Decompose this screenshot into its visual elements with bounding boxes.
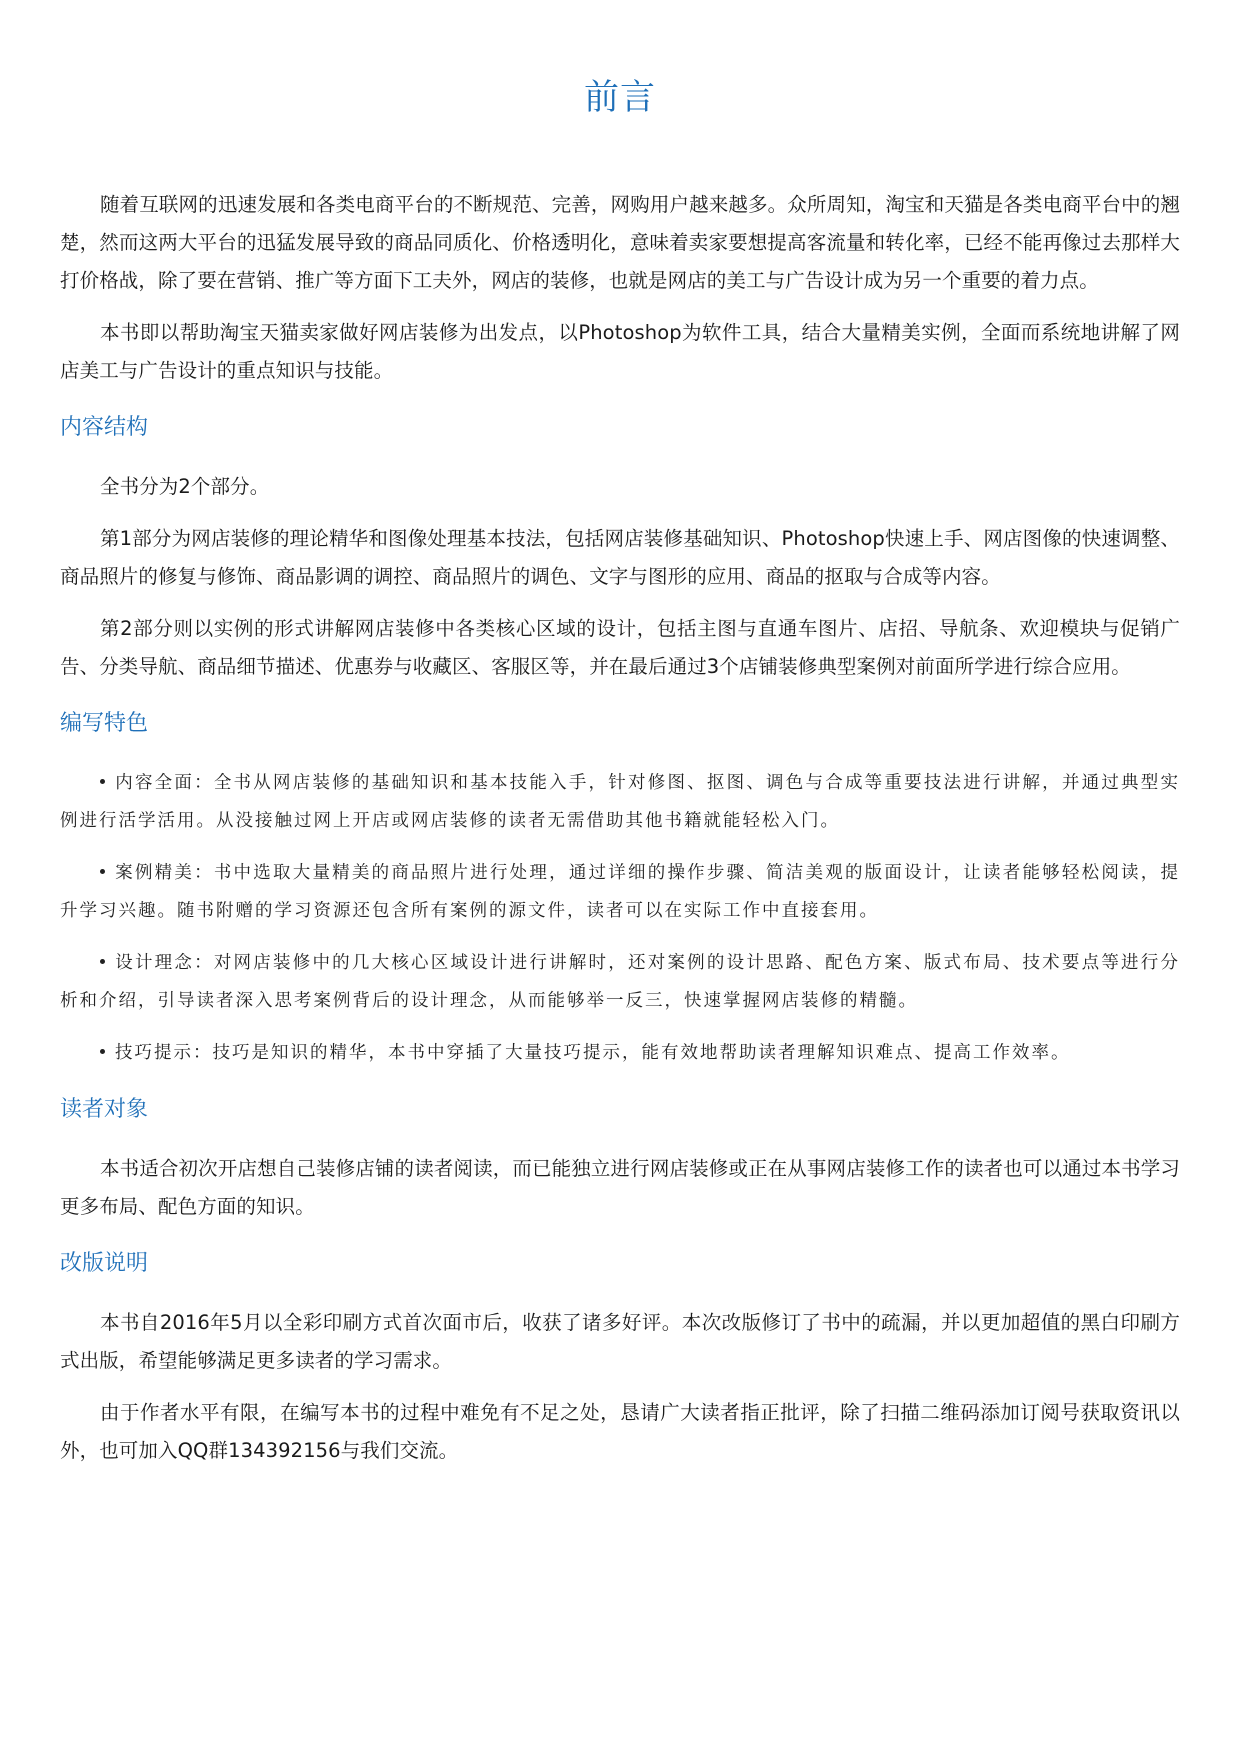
feature-text: 设计理念：对网店装修中的几大核心区域设计进行讲解时，还对案例的设计思路、配色方案、版式布局、技术要点等进行分析和介绍，引导读者深入思考案例背后的设计理念，从而能够举一反三，快速掌握网店装修的精髓。 [60, 953, 1180, 1011]
page-title: 前言 [583, 78, 656, 118]
feature-text: 技巧提示：技巧是知识的精华，本书中穿插了大量技巧提示，能有效地帮助读者理解知识难点、提高工作效率。 [115, 1043, 1071, 1063]
preface-page [60, 0, 1180, 1484]
revision-heading: 改版说明 [60, 1251, 149, 1276]
bullet-dot-icon [100, 869, 105, 874]
features-section [60, 704, 1180, 1072]
feature-item-comprehensive [60, 764, 1180, 840]
audience-heading: 读者对象 [60, 1097, 149, 1122]
revision-paragraph-1: 本书自2016年5月以全彩印刷方式首次面市后，收获了诸多好评。本次改版修订了书中的疏漏，并以更加超值的黑白印刷方式出版，希望能够满足更多读者的学习需求。 [60, 1311, 1180, 1372]
feature-text: 案例精美：书中选取大量精美的商品照片进行处理，通过详细的操作步骤、简洁美观的版面设计，让读者能够轻松阅读，提升学习兴趣。随书附赠的学习资源还包含所有案例的源文件，读者可以在实际工作中直接套用。 [60, 863, 1180, 921]
feature-item-tips [60, 1034, 1180, 1072]
audience-section [60, 1090, 1180, 1226]
bullet-dot-icon [100, 1049, 105, 1054]
structure-paragraph-1: 全书分为2个部分。 [100, 475, 270, 498]
structure-section [60, 408, 1180, 686]
bullet-dot-icon [100, 959, 105, 964]
structure-paragraph-2: 第1部分为网店装修的理论精华和图像处理基本技法，包括网店装修基础知识、Photoshop快速上手、网店图像的快速调整、商品照片的修复与修饰、商品影调的调控、商品照片的调色、文字与图形的应用、商品的抠取与合成等内容。 [60, 527, 1180, 588]
revision-paragraph-2: 由于作者水平有限，在编写本书的过程中难免有不足之处，恳请广大读者指正批评，除了扫描二维码添加订阅号获取资讯以外，也可加入QQ群134392156与我们交流。 [60, 1401, 1180, 1462]
feature-item-design-concept [60, 944, 1180, 1020]
features-heading: 编写特色 [60, 711, 149, 736]
audience-paragraph: 本书适合初次开店想自己装修店铺的读者阅读，而已能独立进行网店装修或正在从事网店装修工作的读者也可以通过本书学习更多布局、配色方面的知识。 [60, 1157, 1180, 1218]
intro-section [60, 186, 1180, 390]
structure-paragraph-3: 第2部分则以实例的形式讲解网店装修中各类核心区域的设计，包括主图与直通车图片、店招、导航条、欢迎模块与促销广告、分类导航、商品细节描述、优惠券与收藏区、客服区等，并在最后通过3个店铺装修典型案例对前面所学进行综合应用。 [60, 617, 1180, 678]
intro-paragraph-2: 本书即以帮助淘宝天猫卖家做好网店装修为出发点，以Photoshop为软件工具，结合大量精美实例，全面而系统地讲解了网店美工与广告设计的重点知识与技能。 [60, 321, 1180, 382]
intro-paragraph-1: 随着互联网的迅速发展和各类电商平台的不断规范、完善，网购用户越来越多。众所周知，淘宝和天猫是各类电商平台中的翘楚，然而这两大平台的迅猛发展导致的商品同质化、价格透明化，意味着卖家要想提高客流量和转化率，已经不能再像过去那样大打价格战，除了要在营销、推广等方面下工夫外，网店的装修，也就是网店的美工与广告设计成为另一个重要的着力点。 [60, 193, 1180, 292]
revision-section [60, 1244, 1180, 1470]
bullet-dot-icon [100, 779, 105, 784]
structure-heading: 内容结构 [60, 415, 149, 440]
feature-text: 内容全面：全书从网店装修的基础知识和基本技能入手，针对修图、抠图、调色与合成等重要技法进行讲解，并通过典型实例进行活学活用。从没接触过网上开店或网店装修的读者无需借助其他书籍就能轻松入门。 [60, 773, 1180, 831]
feature-item-cases [60, 854, 1180, 930]
